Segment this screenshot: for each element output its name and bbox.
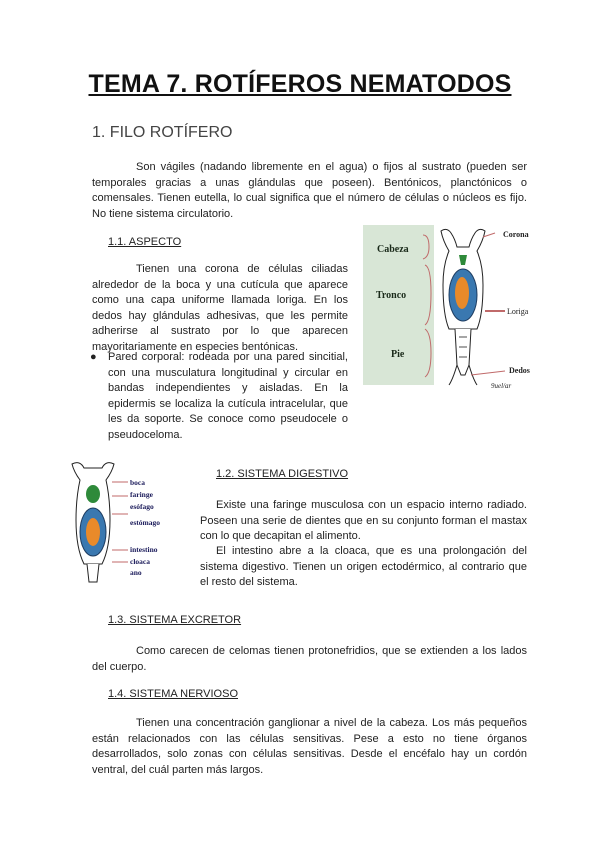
nervioso-text: Tienen una concentración ganglionar a nivel de la cabeza. Los más pequeños están relacionados con las células sensitivas. Pese a esto no tiene órganos desarrollados, solo zonas con células sensitivas. Desde el encéfalo hay un cordón ventral, del cuál parten más largos. (92, 717, 527, 776)
digestivo-paragraph-1 (200, 498, 527, 545)
intro-paragraph (92, 160, 527, 222)
label-cabeza: Cabeza (377, 244, 409, 255)
label-ano: ano (130, 568, 142, 577)
digestivo-text-2: El intestino abre a la cloaca, que es una prolongación del sistema digestivo. Tienen un origen ectodérmico, al contrario que el resto del sistema. (200, 545, 527, 588)
subheading-sistema-digestivo: 1.2. SISTEMA DIGESTIVO (216, 468, 349, 480)
digestivo-text-1: Existe una faringe musculosa con un espacio interno radiado. Poseen una serie de dientes que en su conjunto forman el mastax con lo que decapitan el alimento. (200, 499, 527, 542)
pared-corporal-text: Pared corporal: rodeada por una pared sincitial, con una musculatura longitudinal y circular en bandas independientes y aisladas. En la epidermis se localiza la cutícula intracelular, que les da soporte. Se conoce como pseudocele o pseudoceloma. (108, 351, 348, 441)
label-faringe: faringe (130, 490, 153, 499)
rotifer-anatomy-figure (363, 225, 541, 393)
label-cloaca: cloaca (130, 557, 150, 566)
nervioso-paragraph (92, 716, 527, 778)
label-pie: Pie (391, 349, 405, 360)
pared-corporal-bullet (92, 350, 348, 443)
aspecto-paragraph (92, 262, 348, 355)
illustrator-signature: 9uel/ar (491, 382, 512, 390)
digestive-system-figure (54, 458, 176, 586)
label-esofago: esófago (130, 502, 154, 511)
label-tronco: Tronco (376, 290, 407, 301)
section-heading-filo-rotifero: 1. FILO ROTÍFERO (92, 124, 233, 141)
excretor-text: Como carecen de celomas tienen protonefridios, que se extienden a los lados del cuerpo. (92, 645, 527, 673)
pointer-dedos (471, 371, 505, 375)
digestivo-paragraph-2 (200, 544, 527, 591)
rotifer-anatomy-svg (363, 225, 541, 393)
digestive-system-svg (54, 458, 176, 586)
label-boca: boca (130, 478, 145, 487)
label-intestino: intestino (130, 545, 158, 554)
rotifer-body-drawing (441, 229, 485, 385)
page-title: TEMA 7. ROTÍFEROS NEMATODOS (88, 70, 512, 98)
intro-text: Son vágiles (nadando libremente en el agua) o fijos al sustrato (pueden ser temporales gracias a unas glándulas que poseen). Bentónicos, planctónicos o comensales. Tienen eutella, lo cual significa que el número de células o núcleos es fijo. No tiene sistema circulatorio. (92, 161, 527, 220)
label-estomago: estómago (130, 518, 160, 527)
subheading-sistema-nervioso: 1.4. SISTEMA NERVIOSO (108, 688, 239, 700)
aspecto-text: Tienen una corona de células ciliadas alrededor de la boca y una cutícula que aparece como una capa uniforme llamada loriga. En los dedos hay glándulas adhesivas, que les permite adherirse al sustrato por lo que aparecen mayoritariamente en especies bentónicas. (92, 263, 348, 353)
label-corona: Corona (503, 230, 529, 239)
subheading-sistema-excretor: 1.3. SISTEMA EXCRETOR (108, 614, 242, 626)
bullet-dot-icon: ● (90, 351, 97, 363)
label-dedos: Dedos (509, 366, 530, 375)
subheading-aspecto: 1.1. ASPECTO (108, 236, 182, 248)
label-loriga: Loriga (507, 307, 529, 316)
excretor-paragraph (92, 644, 527, 675)
